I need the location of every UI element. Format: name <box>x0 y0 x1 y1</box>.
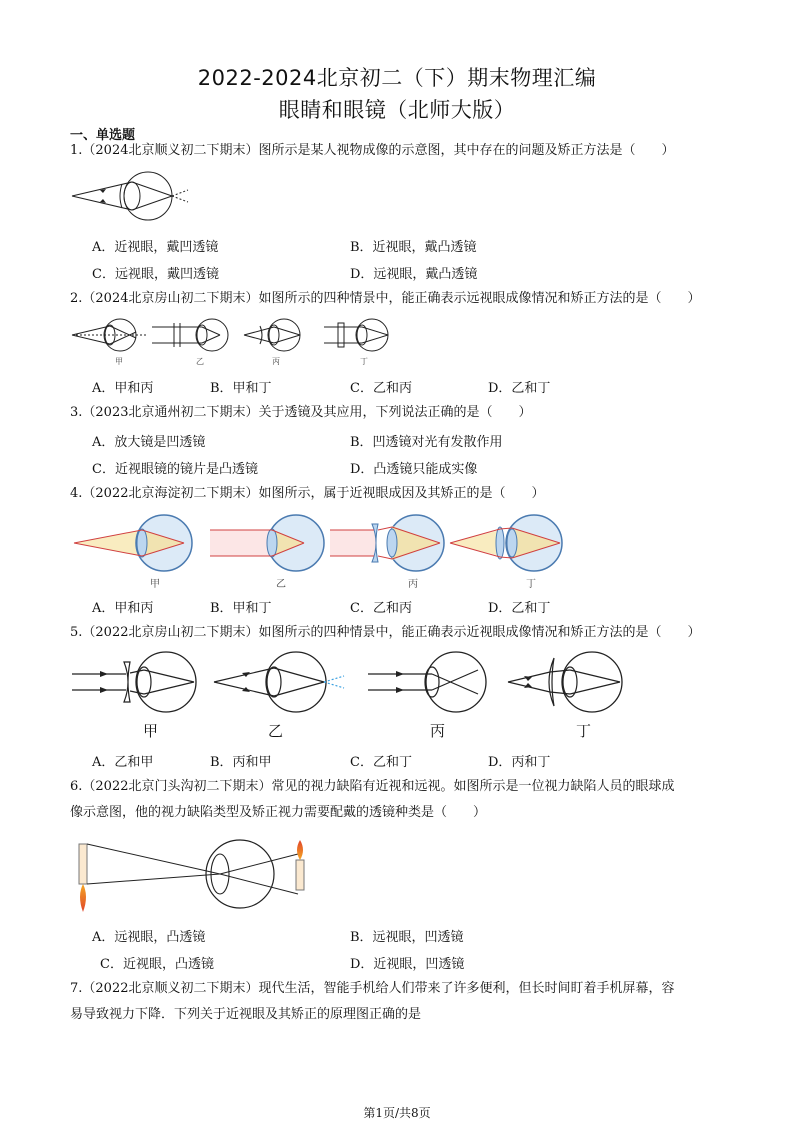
question-1-option-c[interactable]: C．远视眼，戴凹透镜 <box>92 267 219 282</box>
question-4-caption-yi: 乙 <box>276 579 286 590</box>
question-2-caption-bing: 丙 <box>272 357 280 366</box>
page-title-line1: 2022-2024北京初二（下）期末物理汇编 <box>197 66 597 90</box>
question-4-caption-jia: 甲 <box>150 579 160 590</box>
question-3-option-d[interactable]: D．凸透镜只能成实像 <box>350 462 478 477</box>
question-5-stem: 5.（2022北京房山初二下期末）如图所示的四种情景中，能正确表示近视眼成像情况和矫正方法的是（ ） <box>70 625 701 640</box>
question-4-figure-bing <box>328 512 448 574</box>
question-2-figure-ding <box>322 318 397 354</box>
question-6-option-a[interactable]: A．远视眼，凸透镜 <box>92 930 206 945</box>
question-5-figure-jia <box>70 648 200 718</box>
question-6-option-b[interactable]: B．远视眼，凹透镜 <box>350 930 464 945</box>
question-4-stem: 4.（2022北京海淀初二下期末）如图所示，属于近视眼成因及其矫正的是（ ） <box>70 486 545 501</box>
question-2-option-a[interactable]: A．甲和丙 <box>92 381 154 396</box>
question-4-caption-ding: 丁 <box>526 579 536 590</box>
question-5-option-c[interactable]: C．乙和丁 <box>350 755 412 770</box>
question-5-caption-ding: 丁 <box>576 722 592 740</box>
question-5-figure-yi <box>212 648 347 718</box>
question-5-figure-bing <box>366 648 491 718</box>
question-2-option-c[interactable]: C．乙和丙 <box>350 381 412 396</box>
question-2-caption-yi: 乙 <box>196 357 204 366</box>
question-7-stem-line2: 易导致视力下降．下列关于近视眼及其矫正的原理图正确的是 <box>70 1007 422 1022</box>
question-5-caption-jia: 甲 <box>143 722 159 740</box>
question-3-option-b[interactable]: B．凹透镜对光有发散作用 <box>350 435 503 450</box>
question-2-option-b[interactable]: B．甲和丁 <box>210 381 272 396</box>
section-heading: 一、单选题 <box>70 128 136 143</box>
question-1-figure <box>70 170 195 222</box>
question-4-figure-ding <box>448 512 566 574</box>
question-5-option-b[interactable]: B．丙和甲 <box>210 755 272 770</box>
question-2-figure-yi <box>150 318 235 354</box>
question-6-stem-line1: 6.（2022北京门头沟初二下期末）常见的视力缺陷有近视和远视。如图所示是一位视力缺陷人员的眼球成 <box>70 779 675 794</box>
question-2-caption-jia: 甲 <box>115 357 123 366</box>
question-4-figure-jia <box>72 512 197 574</box>
question-3-stem: 3.（2023北京通州初二下期末）关于透镜及其应用，下列说法正确的是（ ） <box>70 405 532 420</box>
question-4-option-d[interactable]: D．乙和丁 <box>488 601 551 616</box>
question-4-caption-bing: 丙 <box>408 579 418 590</box>
question-6-stem-line2: 像示意图，他的视力缺陷类型及矫正视力需要配戴的透镜种类是（ ） <box>70 805 487 820</box>
question-4-option-a[interactable]: A．甲和丙 <box>92 601 154 616</box>
question-5-caption-bing: 丙 <box>430 722 446 740</box>
question-2-stem: 2.（2024北京房山初二下期末）如图所示的四种情景中，能正确表示远视眼成像情况和矫正方法的是（ ） <box>70 291 701 306</box>
question-6-option-c[interactable]: C．近视眼，凸透镜 <box>100 957 214 972</box>
question-1-option-a[interactable]: A．近视眼，戴凹透镜 <box>92 240 219 255</box>
question-2-figure-bing <box>242 318 312 354</box>
question-5-option-a[interactable]: A．乙和甲 <box>92 755 154 770</box>
question-6-figure <box>72 836 312 916</box>
question-4-figure-yi <box>208 512 328 574</box>
question-4-option-b[interactable]: B．甲和丁 <box>210 601 272 616</box>
question-3-option-c[interactable]: C．近视眼镜的镜片是凸透镜 <box>92 462 258 477</box>
question-2-figure-jia <box>70 318 150 354</box>
question-5-caption-yi: 乙 <box>268 722 284 740</box>
question-1-option-b[interactable]: B．近视眼，戴凸透镜 <box>350 240 477 255</box>
page-number: 第1页/共8页 <box>363 1106 431 1120</box>
question-3-option-a[interactable]: A．放大镜是凹透镜 <box>92 435 206 450</box>
question-1-option-d[interactable]: D．远视眼，戴凸透镜 <box>350 267 478 282</box>
question-7-stem-line1: 7.（2022北京顺义初二下期末）现代生活，智能手机给人们带来了许多便利，但长时间盯着手机屏幕，容 <box>70 981 675 996</box>
question-2-option-d[interactable]: D．乙和丁 <box>488 381 551 396</box>
question-4-option-c[interactable]: C．乙和丙 <box>350 601 412 616</box>
question-2-caption-ding: 丁 <box>360 357 368 366</box>
page-title-line2: 眼睛和眼镜（北师大版） <box>278 98 516 122</box>
question-1-stem: 1.（2024北京顺义初二下期末）图所示是某人视物成像的示意图，其中存在的问题及矫正方法是（ ） <box>70 143 675 158</box>
question-6-option-d[interactable]: D．近视眼，凹透镜 <box>350 957 465 972</box>
question-5-option-d[interactable]: D．丙和丁 <box>488 755 551 770</box>
question-5-figure-ding <box>506 648 631 718</box>
